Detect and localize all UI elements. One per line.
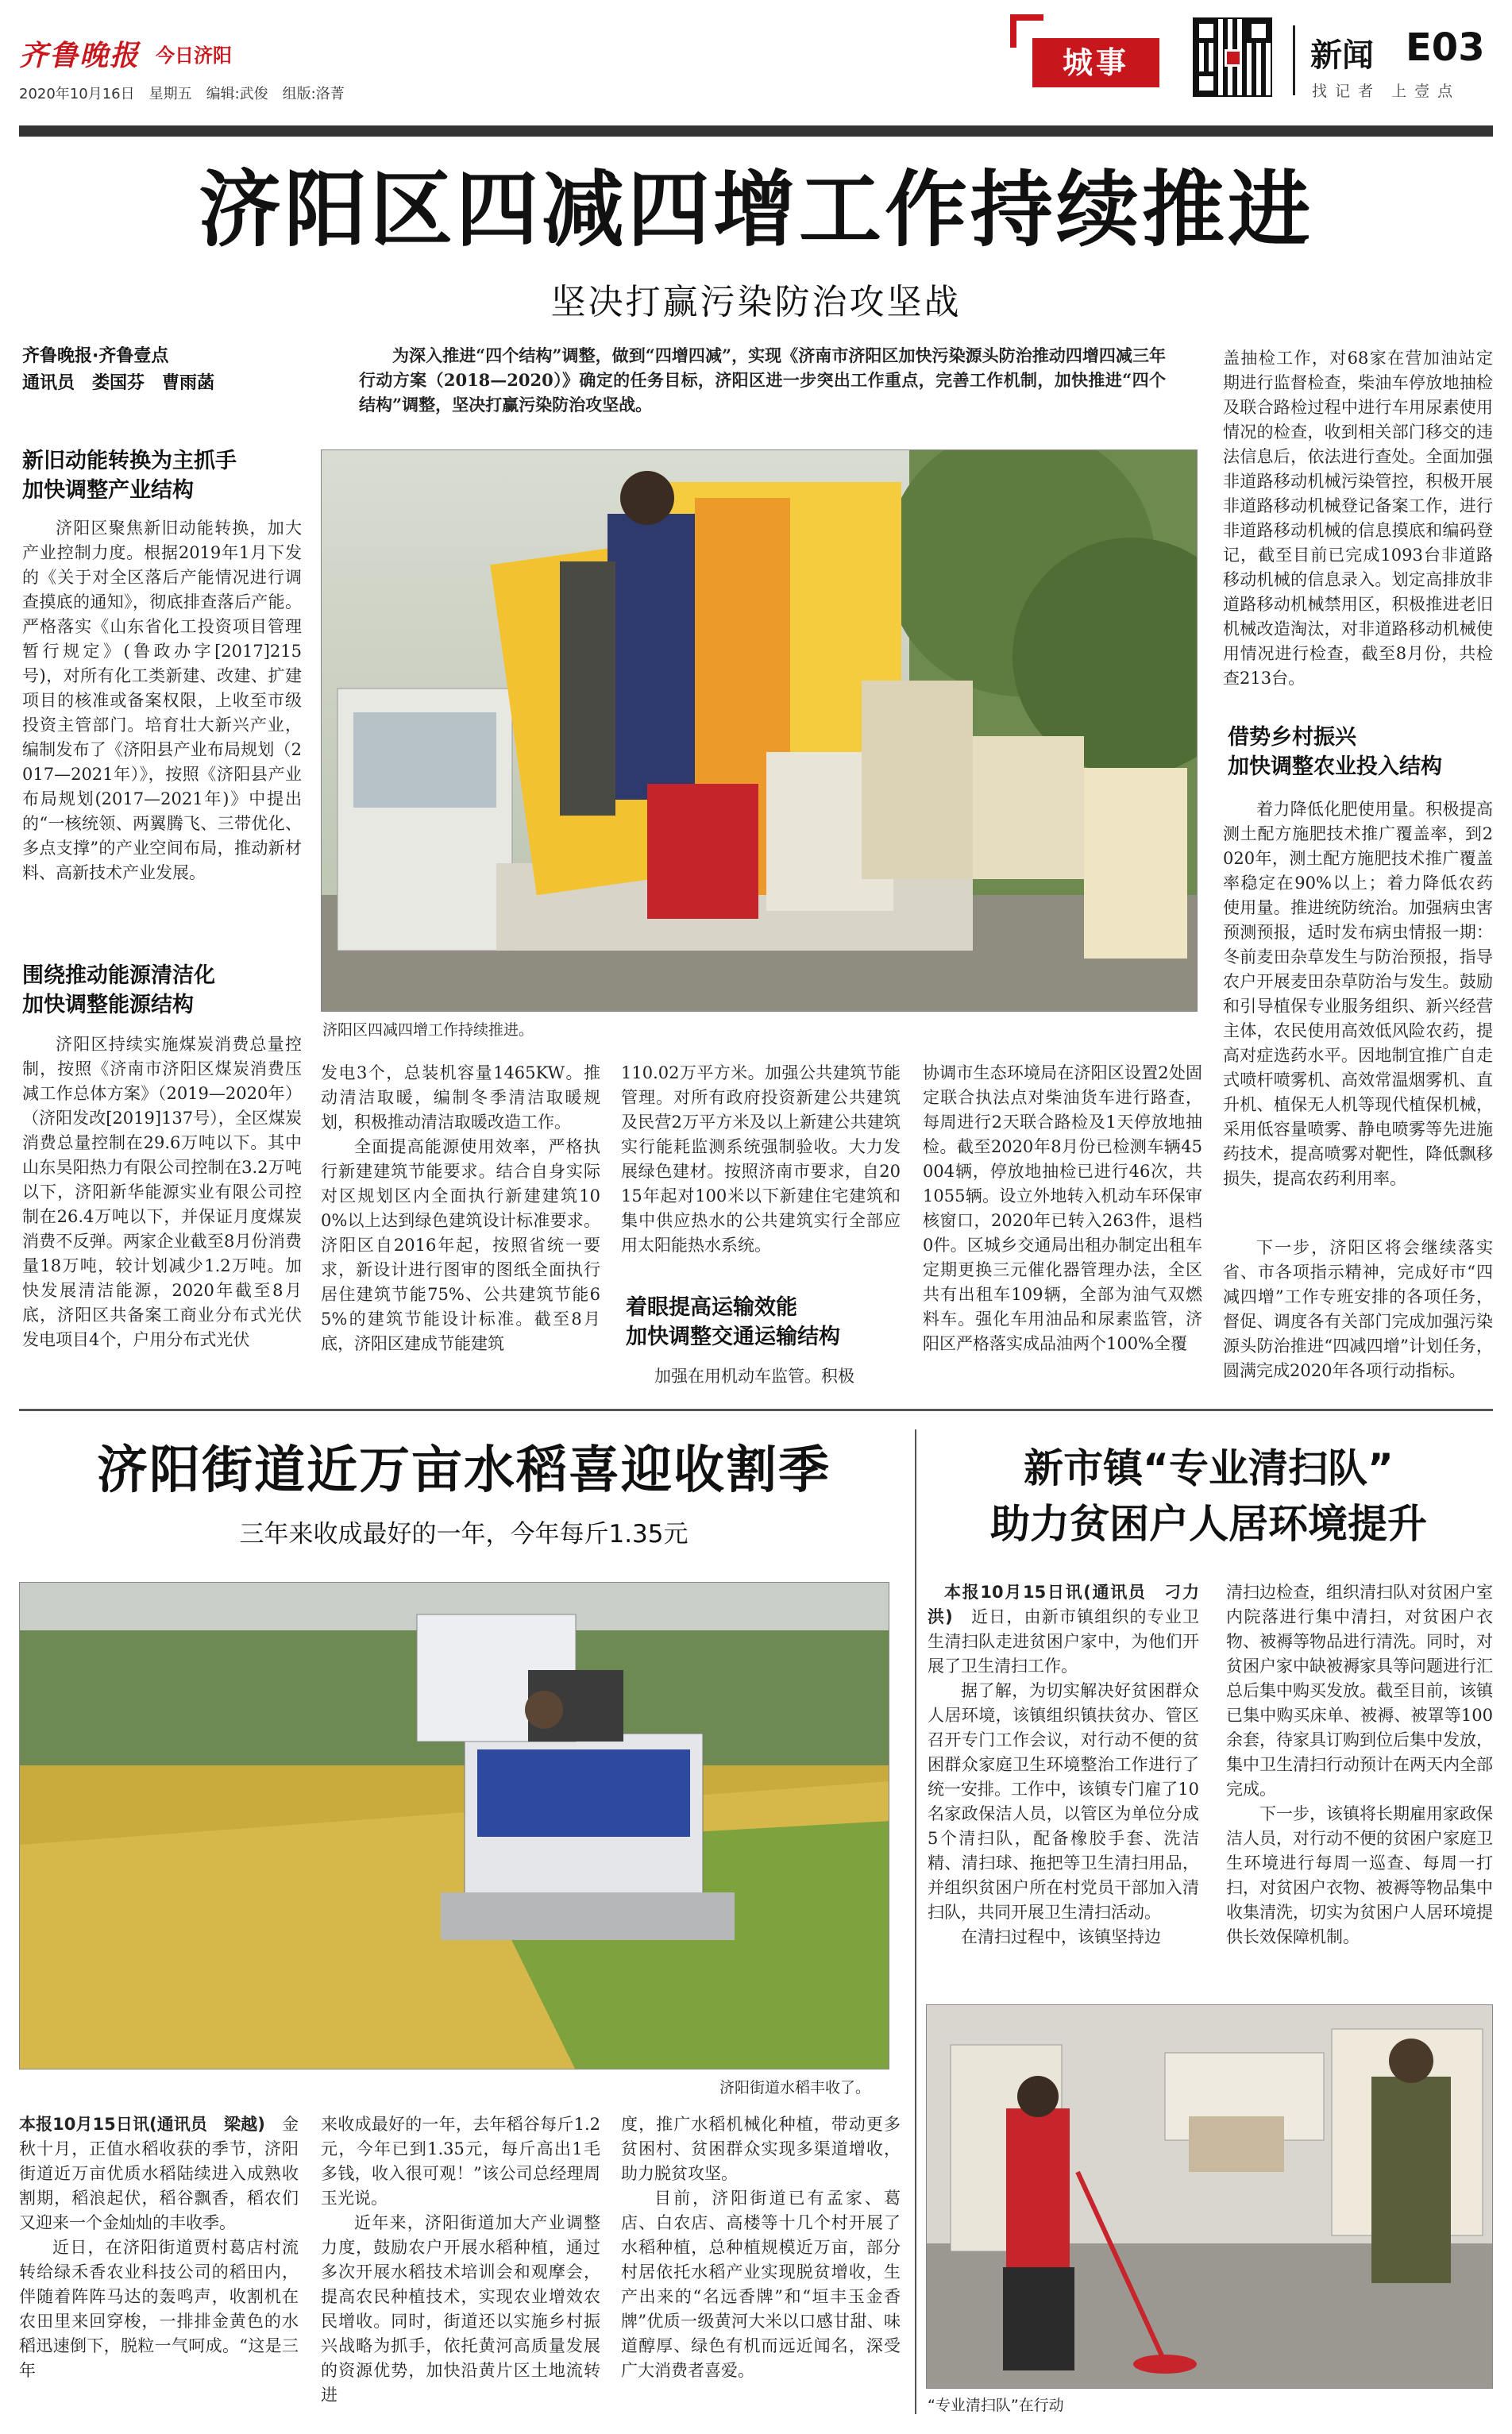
article3-photo-caption: “专业清扫队”在行动	[928, 2397, 1064, 2414]
column-divider	[915, 1429, 916, 2414]
logo-text: 齐鲁晚报	[19, 39, 141, 72]
article3-headline: 新市镇“专业清扫队” 助力贫困户人居环境提升	[990, 1445, 1427, 1547]
article1-col2-text: 发电3个，总装机容量1465KW。推动清洁取暖，编制冬季清洁取暖规划，积极推动清洁取暖改造工作。 全面提高能源使用效率，严格执行新建建筑节能要求。结合自身实际对区规划区内全面执行新建建筑100%以上达到绿色建筑设计标准要求。济阳区自2016年起，按照省统一要求，新设计进行图审的图纸全面执行居住建筑节能75%、公共建筑节能65%的建筑节能设计标准。截至8月底，济阳区建成节能建筑	[321, 1063, 600, 1353]
page-number: E03	[1406, 25, 1485, 70]
article1-lead: 为深入推进“四个结构”调整，做到“四增四减”，实现《济南市济阳区加快污染源头防治推动四增四减三年行动方案（2018—2020）》确定的任务目标，济阳区进一步突出工作重点，完善工作机制，加快推进“四个结构”调整，坚决打赢污染防治攻坚战。	[359, 345, 1166, 415]
article2-photo	[19, 1582, 889, 2069]
article1-byline	[22, 343, 214, 397]
masthead-logo	[19, 33, 154, 70]
reporter-contact: 找 记 者 上 壹 点	[1312, 83, 1455, 100]
article1-col5-text: 盖抽检工作，对68家在营加油站定期进行监督检查，柴油车停放地抽检及联合路检过程中进行车用尿素使用情况的检查，收到相关部门移交的违法信息后，依法进行查处。全面加强非道路移动机械污染管控，积极开展非道路移动机械登记备案工作，进行非道路移动机械的信息摸底和编码登记，截至目前已完成1093台非道路移动机械的信息录入。划定高排放非道路移动机械禁用区，积极推进老旧机械改造淘汰，对非道路移动机械使用情况进行检查，截至8月份，共检查213台。	[1223, 349, 1493, 688]
article1-photo	[321, 449, 1198, 1012]
article1-col4-text: 协调市生态环境局在济阳区设置2处固定联合执法点对柴油货车进行路查，每周进行2天联合路检及1天停放地抽检。截至2020年8月份已检测车辆45004辆，停放地抽检已进行46次，共1055辆。设立外地转入机动车环保审核窗口，2020年已转入263件，退档0件。区城乡交通局出租办制定出租车定期更换三元催化器管理办法，全区共有出租车109辆，全部为油气双燃料车。强化车用油品和尿素监管，济阳区严格落实成品油两个100%全覆	[923, 1063, 1202, 1353]
page-category: 新闻	[1310, 37, 1374, 74]
article2-col2-text: 来收成最好的一年，去年稻谷每斤1.2元，今年已到1.35元，每斤高出1毛多钱，收入很可观！”该公司总经理周玉光说。 近年来，济阳街道加大产业调整力度，鼓励农户开展水稻种植，通过多次开展水稻技术培训会和观摩会，提高农民种植技术，实现农业增效农民增收。同时，街道还以实施乡村振兴战略为抓手，依托黄河高质量发展的资源优势，加快沿黄片区土地流转进	[321, 2115, 600, 2405]
article3-byline: 本报10月15日讯(通讯员 刁力洪)	[928, 1583, 1199, 1626]
article1-section1-title: 新旧动能转换为主抓手 加快调整产业结构	[22, 449, 237, 503]
article1-col5c-text: 下一步，济阳区将会继续落实省、市各项指示精神，完成好市“四减四增”工作专班安排的各项任务，督促、调度各有关部门完成加强污染源头防治推进“四减四增”计划任务，圆满完成2020年各项行动指标。	[1223, 1238, 1493, 1380]
article2-col1-text: 本报10月15日讯(通讯员 梁越) 金秋十月，正值水稻收获的季节，济阳街道近万亩优质水稻陆续进入成熟收割期，稻浪起伏，稻谷飘香，稻农们又迎来一个金灿灿的丰收季。 近日，在济阳街道贾村葛店村流转给绿禾香农业科技公司的稻田内，伴随着阵阵马达的轰鸣声，收割机在农田里来回穿梭，一排排金黄色的水稻迅速倒下，脱粒一气呵成。“这是三年	[19, 2115, 299, 2380]
section-tag-label: 城事	[1032, 38, 1159, 87]
section-tag	[1010, 14, 1172, 94]
article1-section2-title: 围绕推动能源清洁化 加快调整能源结构	[22, 963, 215, 1017]
byline-source: 齐鲁晚报·齐鲁壹点	[22, 346, 169, 366]
header-rule	[19, 125, 1493, 137]
qr-code[interactable]	[1193, 17, 1272, 97]
article1-headline: 济阳区四减四增工作持续推进	[198, 161, 1313, 258]
article1-col5b-text: 着力降低化肥使用量。积极提高测土配方施肥技术推广覆盖率，到2020年，测土配方施肥技术推广覆盖率稳定在90%以上；着力降低农药使用量。推进统防统治。加强病虫害预测预报，适时发布病虫情报一期：冬前麦田杂草发生与防治预报，指导农户开展麦田杂草防治与发生。鼓励和引导植保专业服务组织、新兴经营主体，农民使用高效低风险农药，提高对症选药水平。因地制宜推广自走式喷杆喷雾机、高效常温烟雾机、直升机、植保无人机等现代植保机械，采用低容量喷雾、静电喷雾等先进施药技术，提高喷雾对靶性，降低飘移损失，提高农药利用率。	[1223, 800, 1493, 1188]
issue-meta: 2020年10月16日 星期五 编辑:武俊 组版:洛菁	[19, 86, 345, 102]
article2-photo-caption: 济阳街道水稻丰收了。	[719, 2079, 871, 2096]
article3-col1-text: 本报10月15日讯(通讯员 刁力洪) 近日，由新市镇组织的专业卫生清扫队走进贫困户家中，为他们开展了卫生清扫工作。 据了解，为切实解决好贫困群众人居环境，该镇组织镇扶贫办、管区召开专门工作会议，对行动不便的贫困群众家庭卫生环境整治工作进行了统一安排。工作中，该镇专门雇了10名家政保洁人员，以管区为单位分成5个清扫队，配备橡胶手套、洗洁精、清扫球、拖把等卫生清扫用品，并组织贫困户所在村党员干部加入清扫队，共同开展卫生清扫活动。 在清扫过程中，该镇坚持边	[928, 1583, 1200, 1946]
article2-byline: 本报10月15日讯(通讯员 梁越)	[19, 2115, 265, 2134]
article2-subheadline: 三年来收成最好的一年，今年每斤1.35元	[239, 1520, 688, 1549]
article2-headline: 济阳街道近万亩水稻喜迎收割季	[97, 1441, 831, 1500]
article1-col3-text: 110.02万平方米。加强公共建筑节能管理。对所有政府投资新建公共建筑及民营2万平方米及以上新建公共建筑实行能耗监测系统强制验收。大力发展绿色建材。按照济南市要求，自2015年起对100米以下新建住宅建筑和集中供应热水的公共建筑实行全部应用太阳能热水系统。	[621, 1063, 901, 1255]
article1-photo-caption: 济阳区四减四增工作持续推进。	[322, 1021, 534, 1039]
article1-section4-title: 借势乡村振兴 加快调整农业投入结构	[1228, 725, 1442, 779]
article1-col1b-text: 济阳区持续实施煤炭消费总量控制，按照《济南市济阳区煤炭消费压减工作总体方案》（2019—2020年）（济阳发改[2019]137号），全区煤炭消费总量控制在29.6万吨以下。其中山东昊阳热力有限公司控制在3.2万吨以下，济阳新华能源实业有限公司控制在26.4万吨以下，并保证月度煤炭消费不反弹。两家企业截至8月份消费量18万吨，较计划减少1.2万吨。加快发展清洁能源，2020年截至8月底，济阳区共备案工商业分布式光伏发电项目4个，户用分布式光伏	[22, 1035, 302, 1349]
article1-col3b-text: 加强在用机动车监管。积极	[654, 1367, 854, 1386]
article1-col1-text: 济阳区聚焦新旧动能转换，加大产业控制力度。根据2019年1月下发的《关于对全区落后产能情况进行调查摸底的通知》，彻底排查落后产能。严格落实《山东省化工投资项目管理暂行规定》(鲁政办字[2017]215号)，对所有化工类新建、改建、扩建项目的核准或备案权限，上收至市级投资主管部门。培育壮大新兴产业，编制发布了《济阳县产业布局规划（2017—2021年）》，按照《济阳县产业布局规划(2017—2021年)》中提出的“一核统领、两翼腾飞、三带优化、多点支撑”的产业空间布局，推动新材料、高新技术产业发展。	[22, 519, 302, 882]
article3-photo	[926, 2004, 1493, 2389]
article1-section3-title: 着眼提高运输效能 加快调整交通运输结构	[626, 1295, 840, 1349]
article1-subheadline: 坚决打赢污染防治攻坚战	[550, 282, 962, 322]
article2-col3-text: 度，推广水稻机械化种植，带动更多贫困村、贫困群众实现多渠道增收，助力脱贫攻坚。 目前，济阳街道已有孟家、葛店、白农店、高楼等十几个村开展了水稻种植，总种植规模近万亩，部分村居依托水稻产业实现脱贫增收，生产出来的“名远香牌”和“垣丰玉金香牌”优质一级黄河大米以口感甘甜、味道醇厚、绿色有机而远近闻名，深受广大消费者喜爱。	[621, 2115, 901, 2380]
vertical-divider	[1293, 25, 1295, 95]
edition-label: 今日济阳	[156, 44, 232, 67]
section-divider	[19, 1409, 1493, 1411]
article3-col2-text: 清扫边检查，组织清扫队对贫困户室内院落进行集中清扫，对贫困户衣物、被褥等物品进行清洗。同时，对贫困户家中缺被褥家具等问题进行汇总后集中购买发放。截至目前，该镇已集中购买床单、被褥、被罩等100余套，待家具订购到位后集中发放，集中卫生清扫行动预计在两天内全部完成。 下一步，该镇将长期雇用家政保洁人员，对行动不便的贫困户家庭卫生环境进行每周一巡查、每周一打扫，对贫困户衣物、被褥等物品集中收集清洗，切实为贫困户人居环境提供长效保障机制。	[1226, 1583, 1493, 1946]
byline-reporters: 通讯员 娄国芬 曹雨菡	[22, 373, 215, 393]
